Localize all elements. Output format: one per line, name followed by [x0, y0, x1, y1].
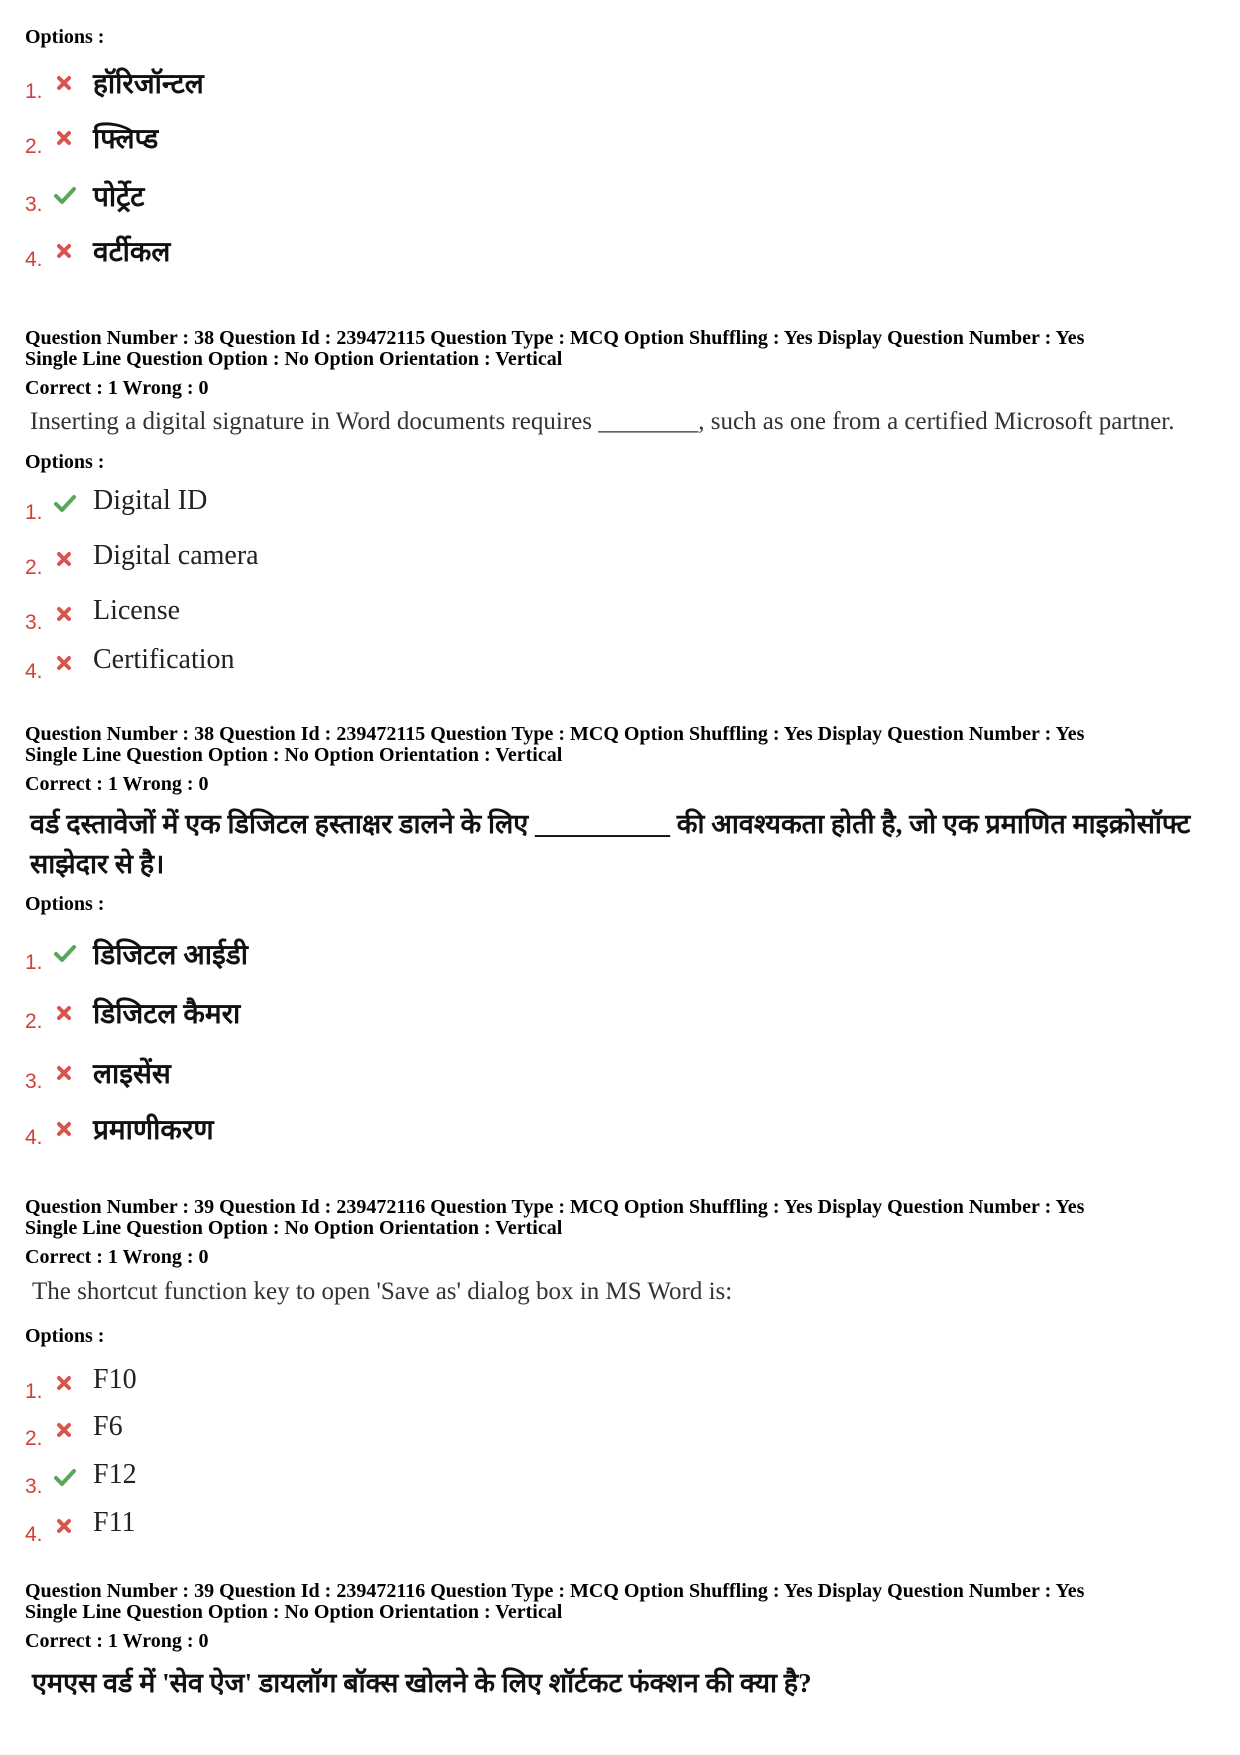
question-meta-line2: Single Line Question Option : No Option Orientation : Vertical [25, 348, 563, 370]
cross-icon [53, 125, 77, 149]
options-heading: Options : [25, 26, 105, 48]
cross-icon [53, 1417, 77, 1441]
option-label: F10 [93, 1364, 137, 1395]
question-meta-line1: Question Number : 38 Question Id : 239472115 Question Type : MCQ Option Shuffling : Yes Display Question Number : Yes [25, 327, 1085, 349]
options-heading: Options : [25, 1325, 105, 1347]
cross-icon [53, 1116, 77, 1140]
cross-icon [53, 1370, 77, 1394]
option-item [25, 1114, 425, 1154]
option-item [25, 1058, 425, 1098]
option-item [25, 1507, 425, 1551]
cross-icon [53, 650, 77, 674]
question-meta-line2: Single Line Question Option : No Option Orientation : Vertical [25, 744, 563, 766]
score-line: Correct : 1 Wrong : 0 [25, 1630, 209, 1652]
option-item [25, 485, 425, 529]
option-item [25, 123, 425, 163]
cross-icon [53, 1513, 77, 1537]
option-number: 4. [25, 660, 43, 683]
option-item [25, 595, 425, 639]
question-meta-line1: Question Number : 39 Question Id : 239472116 Question Type : MCQ Option Shuffling : Yes Display Question Number : Yes [25, 1196, 1085, 1218]
question-meta-line2: Single Line Question Option : No Option Orientation : Vertical [25, 1217, 563, 1239]
question-meta-line2: Single Line Question Option : No Option Orientation : Vertical [25, 1601, 563, 1623]
option-number: 2. [25, 556, 43, 579]
score-line: Correct : 1 Wrong : 0 [25, 773, 209, 795]
option-number: 3. [25, 193, 43, 216]
option-label: फ्लिप्ड [93, 124, 159, 155]
option-label: वर्टीकल [93, 237, 171, 268]
option-number: 1. [25, 501, 43, 524]
option-number: 2. [25, 1427, 43, 1450]
option-item [25, 540, 425, 584]
option-item [25, 1364, 425, 1408]
option-label: हॉरिजॉन्टल [93, 69, 204, 100]
question-text: The shortcut function key to open 'Save as' dialog box in MS Word is: [32, 1278, 733, 1305]
question-text: Inserting a digital signature in Word documents requires ________, such as one from a certified Microsoft partner. [30, 408, 1175, 435]
option-item [25, 1411, 425, 1455]
option-number: 3. [25, 611, 43, 634]
option-number: 4. [25, 1523, 43, 1546]
option-label: प्रमाणीकरण [93, 1115, 214, 1146]
option-label: Digital ID [93, 485, 208, 516]
option-number: 3. [25, 1475, 43, 1498]
check-icon [53, 183, 77, 207]
options-heading: Options : [25, 451, 105, 473]
option-item [25, 939, 425, 979]
option-item [25, 1459, 425, 1503]
cross-icon [53, 238, 77, 262]
question-meta-line1: Question Number : 39 Question Id : 239472116 Question Type : MCQ Option Shuffling : Yes Display Question Number : Yes [25, 1580, 1085, 1602]
option-label: लाइसेंस [93, 1059, 171, 1090]
option-number: 1. [25, 951, 43, 974]
option-number: 4. [25, 248, 43, 271]
score-line: Correct : 1 Wrong : 0 [25, 377, 209, 399]
option-number: 2. [25, 1010, 43, 1033]
cross-icon [53, 70, 77, 94]
check-icon [53, 941, 77, 965]
cross-icon [53, 1060, 77, 1084]
option-label: Certification [93, 644, 235, 675]
score-line: Correct : 1 Wrong : 0 [25, 1246, 209, 1268]
option-number: 3. [25, 1070, 43, 1093]
option-item [25, 181, 425, 221]
option-label: पोर्ट्रेट [93, 182, 145, 213]
option-label: License [93, 595, 181, 626]
option-number: 2. [25, 135, 43, 158]
option-label: F11 [93, 1507, 136, 1538]
option-label: डिजिटल कैमरा [93, 999, 241, 1030]
cross-icon [53, 601, 77, 625]
check-icon [53, 1465, 77, 1489]
option-item [25, 236, 425, 276]
option-item [25, 68, 425, 108]
cross-icon [53, 1000, 77, 1024]
option-label: F12 [93, 1459, 137, 1490]
question-text: वर्ड दस्तावेजों में एक डिजिटल हस्ताक्षर डालने के लिए __________ की आवश्यकता होती है, जो एक प्रमाणित माइक्रोसॉफ्ट साझेदार से है। [30, 809, 1191, 879]
option-number: 1. [25, 80, 43, 103]
option-item [25, 998, 425, 1038]
option-item [25, 644, 425, 688]
question-meta-line1: Question Number : 38 Question Id : 239472115 Question Type : MCQ Option Shuffling : Yes Display Question Number : Yes [25, 723, 1085, 745]
option-label: Digital camera [93, 540, 259, 571]
check-icon [53, 491, 77, 515]
option-label: F6 [93, 1411, 123, 1442]
option-label: डिजिटल आईडी [93, 940, 248, 971]
question-text: एमएस वर्ड में 'सेव ऐज' डायलॉग बॉक्स खोलने के लिए शॉर्टकट फंक्शन की क्या है? [32, 1668, 812, 1698]
options-heading: Options : [25, 893, 105, 915]
cross-icon [53, 546, 77, 570]
option-number: 4. [25, 1126, 43, 1149]
option-number: 1. [25, 1380, 43, 1403]
